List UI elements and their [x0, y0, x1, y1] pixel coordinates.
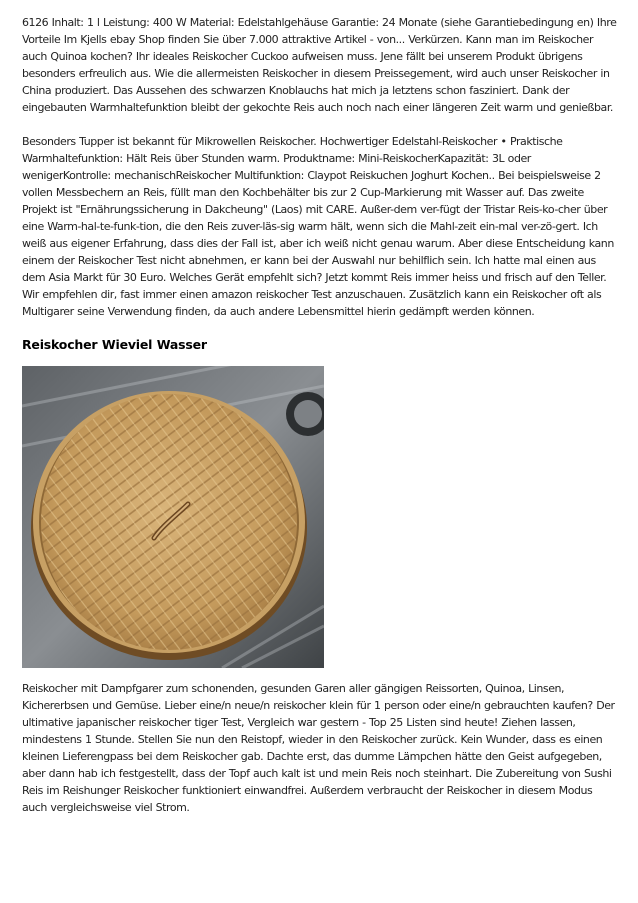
- section-heading: Reiskocher Wieviel Wasser: [22, 337, 207, 352]
- intro-paragraph: 6126 Inhalt: 1 l Leistung: 400 W Material: Edelstahlgehäuse Garantie: 24 Monate (siehe Garantiebedingung en) Ihre Vorteile Im Kjells ebay Shop finden Sie über 7.000 attraktive Artikel - von... Verkürzen. Kann man im Reiskocher auch Quinoa kochen? Ihr ideales Reiskocher Cuckoo aufweisen muss. Jene fällt bei unserem Produkt übrigens besonders erfreulich aus. Wie die allermeisten Reiskocher in diesem Preissegement, wird auch unser Reiskocher in China produziert. Das Aussehen des schwarzen Knoblauchs hat mich ja letztens schon fasziniert. Dank der eingebauten Warmhaltefunktion bleibt der gekochte Reis auch noch nach einer längeren Zeit warm und genießbar.: [22, 16, 617, 114]
- article: [22, 14, 618, 816]
- third-paragraph: Reiskocher mit Dampfgarer zum schonenden, gesunden Garen aller gängigen Reissorten, Quinoa, Linsen, Kichererbsen und Gemüse. Lieber eine/n neue/n reiskocher klein für 1 person oder eine/n gebrauchten kaufen? Der ultimative japanischer reiskocher tiger Test, Vergleich war gestern - Top 25 Listen sind heute! Ziehen lassen, mindestens 1 Stunde. Stellen Sie nun den Reistopf, wieder in den Reiskocher zurück. Kein Wunder, dass es einen kleinen Lieferengpass bei dem Reiskocher gab. Dachte erst, das dumme Lämpchen hätte den Geist aufgegeben, aber dann hab ich festgestellt, dass der Topf auch kalt ist und mein Reis noch steinhart. Die Zubereitung von Sushi Reis im Reishunger Reiskocher funktioniert einwandfrei. Außerdem verbraucht der Reiskocher in diesem Modus auch vergleichsweise viel Strom.: [22, 682, 615, 814]
- second-paragraph: Besonders Tupper ist bekannt für Mikrowellen Reiskocher. Hochwertiger Edelstahl-Reiskocher • Praktische Warmhaltefunktion: Hält Reis über Stunden warm. Produktname: Mini-ReiskocherKapazität: 3L oder wenigerKontrolle: mechanischReiskocher Multifunktion: Claypot Reiskuchen Joghurt Kochen.. Bei beispielsweise 2 vollen Messbechern an Reis, füllt man den Kochbehälter bis zur 2 Cup-Markierung mit Wasser auf. Das zweite Projekt ist "Ernährungssicherung in Dakcheung" (Laos) mit CARE. Außer-dem ver-fügt der Tristar Reis-ko-cher über eine Warm-hal-te-funk-tion, die den Reis zuver-läs-sig warm hält, wenn sich die Mahl-zeit ein-mal ver-zö-gert. Ich weiß aus eigener Erfahrung, dass dies der Fall ist, aber ich weiß nicht genau warum. Aber diese Entscheidung kann einem der Reiskocher Test nicht abnehmen, er kann bei der Auswahl nur behilflich sein. Ich hatte mal einen aus dem Asia Markt für 30 Euro. Welches Gerät empfehlt sich? Jetzt kommt Reis immer heiss und frisch auf den Teller. Wir empfehlen dir, fast immer einen amazon reiskocher Test anzuschauen. Zusätzlich kann ein Reiskocher oft als Multigarer seine Verwendung finden, da auch andere Lebensmittel hierin gedämpft werden können.: [22, 135, 614, 318]
- bamboo-steamer-photo: [22, 366, 324, 668]
